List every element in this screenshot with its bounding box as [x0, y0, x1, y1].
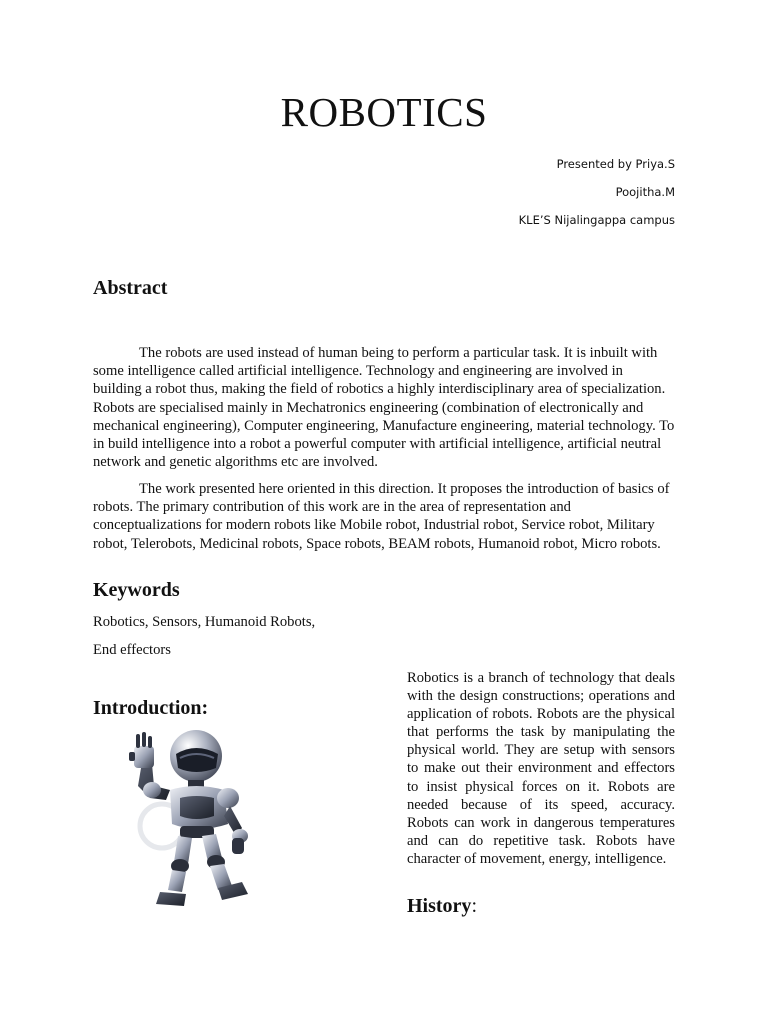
keywords-line: Robotics, Sensors, Humanoid Robots,: [93, 614, 316, 630]
history-heading: [407, 895, 477, 918]
page-title: ROBOTICS: [280, 89, 488, 135]
author-block: [519, 150, 675, 234]
keywords-line: End effectors: [93, 642, 171, 658]
author-line: Poojitha.M: [615, 185, 675, 199]
affiliation-line: KLE’S Nijalingappa campus: [518, 213, 675, 227]
abstract-heading: Abstract: [93, 277, 168, 299]
author-line: Presented by Priya.S: [556, 157, 675, 171]
introduction-heading: Introduction:: [93, 697, 209, 719]
abstract-paragraph-2-text: The work presented here oriented in this direction. It proposes the introduction of basics of robots. The primary contribution of this work are in the area of representation and conceptualizations for modern robots like Mobile robot, Industrial robot, Service robot, Military robot, Telerobots, Medicinal robots, Space robots, BEAM robots, Humanoid robot, Micro robots.: [93, 481, 670, 552]
history-heading-text: History: [407, 895, 472, 917]
history-colon: :: [471, 895, 477, 917]
introduction-paragraph: Robotics is a branch of technology that deals with the design constructions; operations and application of robots. Robots are the physical that performs the task by manipulating the physical world. They are setup with sensors to make out their environment and effectors to insist physical forces on it. Robots are needed because of its speed, accuracy. Robots can work in dangerous temperatures and can do repetitive task. Robots have character of movement, energy, intelligence.: [407, 670, 675, 867]
abstract-paragraph-1-text: The robots are used instead of human being to perform a particular task. It is inbuilt with some intelligence called artificial intelligence. Technology and engineering are involved in building a robot thus, making the field of robotics a highly interdisciplinary area of specialization. Robots are specialised mainly in Mechatronics engineering (combination of electronically and mechanical engineering), Computer engineering, Manufacture engineering, material technology. To in build intelligence into a robot a powerful computer with artificial intelligence, artificial neutral network and genetic algorithms etc are involved.: [93, 345, 675, 471]
abstract-paragraph-2: [93, 480, 675, 553]
robot-illustration-icon: [120, 728, 272, 910]
abstract-paragraph-1: [93, 344, 675, 471]
keywords-heading: Keywords: [93, 579, 180, 601]
